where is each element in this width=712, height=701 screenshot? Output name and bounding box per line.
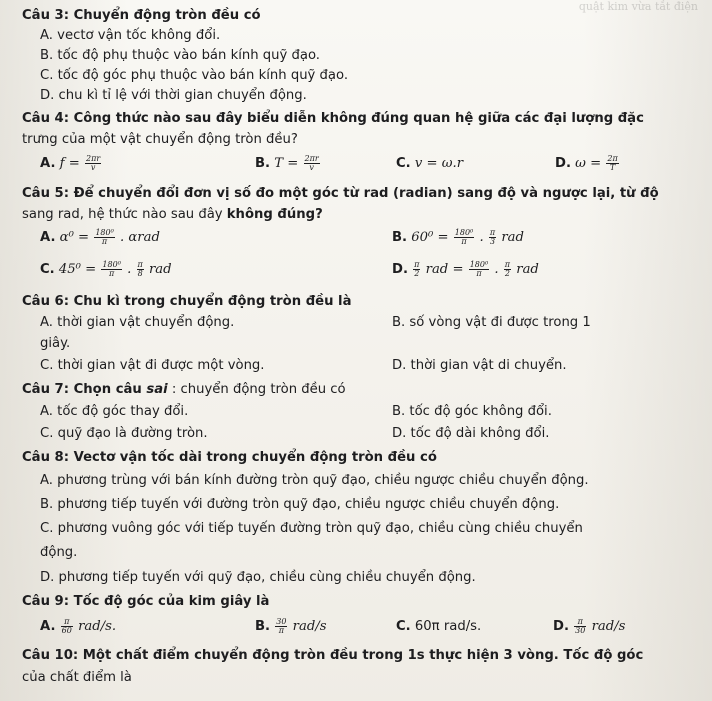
q9-d-unit: rad/s	[591, 619, 626, 634]
q9-title: Câu 9: Tốc độ góc của kim giây là	[22, 594, 270, 609]
q9-option-a	[40, 617, 116, 637]
q5-c-right: rad	[148, 262, 172, 277]
q5-c-fraction-1	[101, 261, 121, 278]
q8-option-c: C. phương vuông góc với tiếp tuyến đường tròn quỹ đạo, chiều cùng chiều chuyển	[40, 521, 583, 536]
q5-c-num-2: π	[137, 259, 143, 269]
q4-title-emph: không	[320, 111, 367, 126]
q4-b-den: v	[309, 162, 314, 172]
q9-c-label: C.	[396, 619, 411, 634]
q9-c-text: 60π rad/s.	[414, 619, 482, 634]
q3-option-b: B. tốc độ phụ thuộc vào bán kính quỹ đạo.	[40, 48, 320, 63]
q4-b-label: B.	[255, 156, 271, 171]
q9-b-label: B.	[255, 619, 271, 634]
q5-a-num: 180⁰	[95, 227, 114, 237]
q5-d-den-0: 2	[414, 268, 420, 278]
q5-c-den-1: π	[109, 268, 115, 278]
q6-option-c: C. thời gian vật đi được một vòng.	[40, 358, 265, 373]
q8-option-a: A. phương trùng với bán kính đường tròn quỹ đạo, chiều ngược chiều chuyển động.	[40, 473, 589, 488]
q9-b-den: π	[278, 625, 284, 635]
q4-option-b	[255, 154, 321, 174]
q9-d-label: D.	[553, 619, 569, 634]
q4-b-left: T =	[274, 156, 299, 171]
q10-title: Câu 10: Một chất điểm chuyển động tròn đều trong 1s thực hiện 3 vòng. Tốc độ góc	[22, 648, 644, 663]
q5-d-label: D.	[392, 262, 408, 277]
q5-b-num-2: π	[489, 227, 496, 237]
q7-option-b: B. tốc độ góc không đổi.	[392, 404, 552, 419]
q4-title-line2: trưng của một vật chuyển động tròn đều?	[22, 132, 298, 147]
q5-c-mid: .	[127, 262, 132, 277]
q5-a-label: A.	[40, 230, 56, 245]
q9-d-den: 30	[575, 625, 586, 635]
q5-option-b	[392, 228, 524, 248]
q4-a-label: A.	[40, 156, 56, 171]
q9-a-den: 60	[61, 625, 72, 635]
q4-d-label: D.	[555, 156, 571, 171]
q4-option-a	[40, 154, 102, 174]
q5-a-den: π	[101, 236, 108, 246]
q9-b-fraction	[275, 618, 287, 635]
q10-title-cont: của chất điểm là	[22, 670, 132, 685]
q5-c-left: 45⁰ =	[58, 262, 97, 277]
q7-title-emph: sai	[146, 382, 168, 397]
q5-a-fraction	[94, 229, 114, 246]
q9-a-label: A.	[40, 619, 56, 634]
q8-title: Câu 8: Vectơ vận tốc dài trong chuyển động tròn đều có	[22, 450, 437, 465]
q7-title	[22, 380, 346, 400]
q5-option-d	[392, 260, 539, 280]
q7-option-c: C. quỹ đạo là đường tròn.	[40, 426, 208, 441]
q4-d-den: T	[609, 162, 616, 172]
q5-d-mid: .	[494, 262, 499, 277]
q9-option-d	[553, 617, 625, 637]
q5-d-fraction-2	[504, 261, 511, 278]
q9-b-unit: rad/s	[292, 619, 327, 634]
q5-b-right: rad	[501, 230, 524, 245]
q8-option-c-cont: động.	[40, 545, 78, 560]
q5-d-den-1: π	[476, 268, 482, 278]
q5-c-label: C.	[40, 262, 55, 277]
top-fragment: quật kim vừa tắt điện	[578, 0, 698, 13]
q4-c-expr: v = ω.r	[414, 156, 464, 171]
q5-d-left: rad =	[425, 262, 464, 277]
q5-option-a	[40, 228, 160, 248]
q7-title-suffix: : chuyển động tròn đều có	[171, 382, 346, 397]
q9-option-b	[255, 617, 326, 637]
q4-d-left: ω =	[575, 156, 602, 171]
q9-a-fraction	[61, 618, 73, 635]
q5-a-right: . αrad	[120, 230, 160, 245]
q5-c-num-1: 180⁰	[102, 259, 121, 269]
q4-d-fraction	[606, 155, 618, 172]
q5-d-fraction-0	[413, 261, 420, 278]
q4-a-num: 2πr	[86, 153, 101, 163]
q4-a-fraction	[85, 155, 101, 172]
q6-option-b: B. số vòng vật đi được trong 1	[392, 315, 591, 330]
q5-b-den-2: 3	[489, 236, 496, 246]
q3-option-c: C. tốc độ góc phụ thuộc vào bán kính quỹ đạo.	[40, 68, 349, 83]
q5-b-num-1: 180⁰	[454, 227, 474, 237]
q5-title-line1: Câu 5: Để chuyển đổi đơn vị số đo một góc từ rad (radian) sang độ và ngược lại, từ độ	[22, 186, 659, 201]
q5-c-fraction-2	[137, 261, 144, 278]
q5-b-label: B.	[392, 230, 408, 245]
q5-title-emph: không đúng?	[226, 207, 323, 222]
q5-b-left: 60⁰ =	[411, 230, 449, 245]
q9-a-num: π	[61, 618, 73, 627]
q4-c-label: C.	[396, 156, 411, 171]
q4-a-den: v	[90, 162, 96, 172]
q7-option-a: A. tốc độ góc thay đổi.	[40, 404, 189, 419]
q4-d-num: 2π	[607, 153, 618, 163]
q4-title	[22, 109, 644, 129]
q6-title: Câu 6: Chu kì trong chuyển động tròn đều là	[22, 294, 352, 309]
q5-d-num-0: π	[414, 259, 420, 269]
q6-option-a: A. thời gian vật chuyển động.	[40, 315, 235, 330]
q5-d-fraction-1	[469, 261, 489, 278]
q4-title-suffix: đúng quan hệ giữa các đại lượng đặc	[371, 111, 644, 126]
q3-option-a: A. vectơ vận tốc không đổi.	[40, 28, 221, 43]
q6-option-d: D. thời gian vật di chuyển.	[392, 358, 567, 373]
q5-b-mid: .	[479, 230, 484, 245]
q4-title-prefix: Câu 4: Công thức nào sau đây biểu diễn	[22, 111, 321, 126]
q4-b-fraction	[304, 155, 320, 172]
q8-option-b: B. phương tiếp tuyến với đường tròn quỹ đạo, chiều ngược chiều chuyển động.	[40, 497, 560, 512]
q5-option-c	[40, 260, 172, 280]
q4-a-left: f =	[59, 156, 80, 171]
q8-option-d: D. phương tiếp tuyến với quỹ đạo, chiều cùng chiều chuyển động.	[40, 570, 476, 585]
q5-title-line2	[22, 205, 323, 225]
q4-option-d	[555, 154, 620, 174]
q5-a-left: α⁰ =	[59, 230, 90, 245]
q4-option-c	[396, 154, 463, 174]
q5-b-fraction-2	[489, 229, 496, 246]
q3-title: Câu 3: Chuyển động tròn đều có	[22, 8, 261, 23]
q7-option-d: D. tốc độ dài không đổi.	[392, 426, 550, 441]
q5-d-num-1: 180⁰	[469, 259, 489, 269]
q4-b-num: 2πr	[304, 153, 319, 163]
q5-d-num-2: π	[504, 259, 511, 269]
q5-c-den-2: 8	[137, 268, 143, 278]
q9-d-num: π	[574, 618, 586, 627]
q5-title-prefix: sang rad, hệ thức nào sau đây	[22, 207, 227, 222]
q5-d-right: rad	[516, 262, 539, 277]
q5-d-den-2: 2	[504, 268, 510, 278]
q7-title-prefix: Câu 7: Chọn câu	[22, 382, 147, 397]
q5-b-fraction-1	[454, 229, 474, 246]
q9-b-num: 30	[276, 616, 287, 626]
q6-option-b-cont: giây.	[40, 336, 71, 351]
q9-d-fraction	[574, 618, 586, 635]
q9-option-c	[396, 617, 481, 637]
q9-a-unit: rad/s.	[78, 619, 117, 634]
q5-b-den-1: π	[461, 236, 467, 246]
q3-option-d: D. chu kì tỉ lệ với thời gian chuyển động.	[40, 88, 307, 103]
